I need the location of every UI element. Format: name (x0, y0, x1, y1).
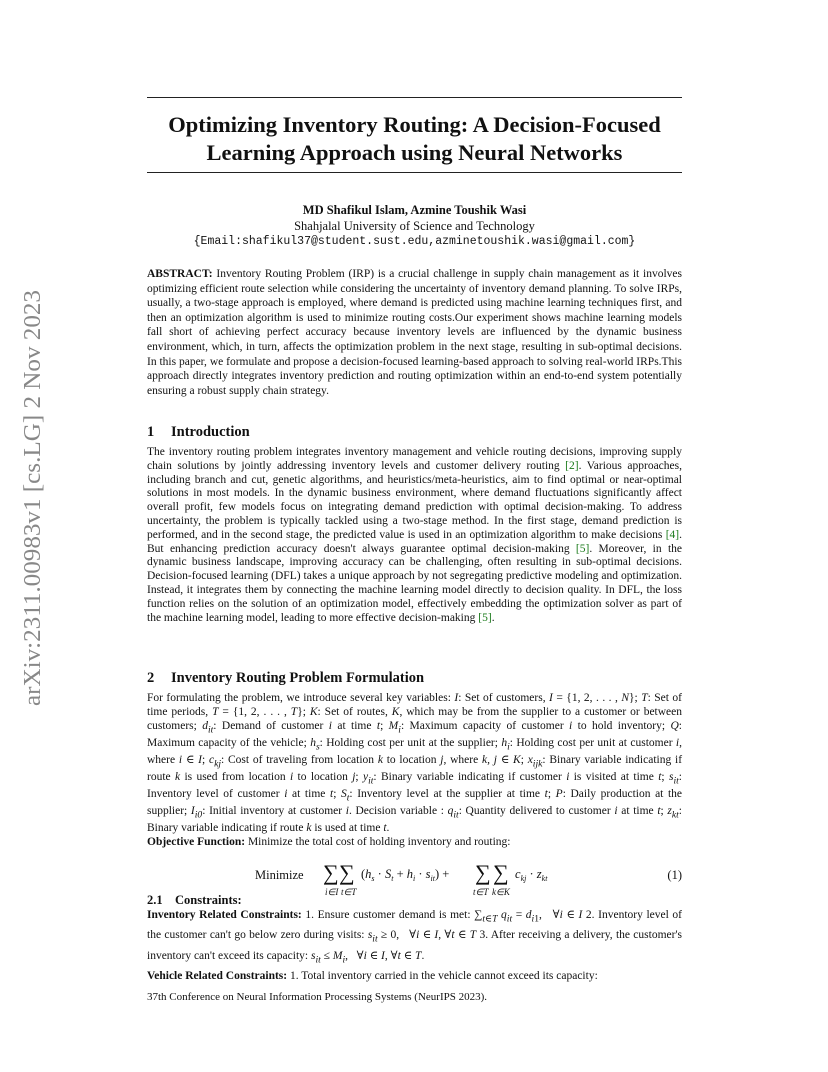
section-1-title: Introduction (171, 424, 250, 440)
abstract-text: Inventory Routing Problem (IRP) is a crucial challenge in supply chain management as it involves optimizing efficient route selection while considering the uncertainty of inventory demand planning. To solve IRPs, usually, a two-stage approach is employed, where demand is predicted using machine learning techniques first, and then an optimization algorithm is used to minimize routing costs.Our experiment shows machine learning models fall short of achieving perfect accuracy because inventory levels are influenced by the dynamic business environment, which, in turn, affects the optimization problem in the next stage, resulting in sub-optimal decisions. In this paper, we formulate and propose a decision-focused learning-based approach to solving real-world IRPs.This approach directly integrates inventory prediction and routing optimization within an end-to-end system potentially ensuring a robust supply chain strategy. (147, 268, 683, 397)
abstract-label: ABSTRACT: (147, 268, 213, 280)
section-1-number: 1 (147, 424, 155, 440)
intro-text: . Various approaches, including branch and cut, genetic algorithms, and heuristics/meta-heuristics, aim to find optimal or near-optimal solutions in most models. In the dynamic business environment, where demand fluctuations significantly affect overall profit, few models focus on integrating demand prediction with optimal decision-making. To address uncertainty, the problem is typically tackled using a two-stage method. In the first stage, demand prediction is performed, and in the second stage, the predicted value is used in an optimization algorithm to make decisions (147, 459, 682, 541)
author-names: MD Shafikul Islam, Azmine Toushik Wasi (302, 203, 527, 217)
svg-text:∑: ∑ (323, 860, 339, 885)
subsection-title: Constraints: (175, 893, 242, 907)
citation-link[interactable]: [4] (665, 528, 680, 541)
intro-text: . Moreover, in the dynamic business landscape, improving accuracy can be challenging, often resulting in sub-optimal decisions. Decision-focused learning (DFL) takes a unique approach by not segregating predictive modeling and optimization. Instead, it integrates them by connecting the machine learning model directly to decision quality. In DFL, the loss function relies on the solution of an optimization model, effectively embedding the optimization solver as part of the machine learning model, leading to more effective decision-making (147, 542, 682, 624)
title-bottom-rule (147, 172, 682, 173)
formulation-paragraph: For formulating the problem, we introduce several key variables: I: Set of customers, I = {1, 2, . . . , N}; T: Set of time periods, T = {1, 2, . . . , T}; K: Set of routes, K, which may be from the supplier to a customer or between customers; $d_{it}$: Demand of customer i at time t; $M_i$: Maximum capacity of customer i to hold inventory; Q: Maximum capacity of the vehicle; $h_s$: Holding cost per unit at the supplier; $h_i$: Holding cost per unit at customer i, where i ∈ I; $c_{kj}$: Cost of traveling from location k to location j, where k, j ∈ K; $x_{ijk}$: Binary variable indicating if route k is used from location i to location j; $y_{it}$: Binary variable indicating if customer i is visited at time t; $s_{it}$: Inventory level of customer i at time t; $S_t$: Inventory level at the supplier at time t; P: Daily production at the supplier; $I_{i0}$: Initial inventory at customer i. Decision variable : $q_{it}$: Quantity delivered to customer i at time t; $z_{kt}$: Binary variable indicating if route k is used at time t. Objective Function: Minimize the total cost of holding inventory and routing: (147, 692, 683, 848)
objective-label: Objective Function: (147, 835, 246, 848)
equation-minimize-word: Minimize (255, 868, 304, 882)
abstract (147, 267, 682, 398)
intro-text: . But enhancing prediction accuracy doesn't always guarantee optimal decision-making (147, 528, 682, 555)
svg-text:∑: ∑ (493, 860, 509, 885)
author-block (147, 202, 682, 250)
svg-text:i∈I: i∈I (325, 887, 339, 897)
citation-link[interactable]: [5] (478, 611, 492, 624)
svg-text:t∈T: t∈T (341, 887, 357, 897)
affiliation: Shahjalal University of Science and Technology (294, 219, 535, 233)
author-emails: {Email:shafikul37@student.sust.edu,azminetoushik.wasi@gmail.com} (193, 235, 636, 248)
citation-link[interactable]: [2] (565, 459, 579, 472)
paper-title (147, 111, 682, 167)
vehicle-constraints-text: 1. Total inventory carried in the vehicle cannot exceed its capacity: (290, 969, 598, 982)
equation-expression (323, 858, 583, 902)
svg-text:t∈T: t∈T (473, 887, 489, 897)
section-2-heading (147, 670, 424, 687)
constraints-paragraph: Inventory Related Constraints: 1. Ensure customer demand is met: $\sum_{t\in T}$ $q_{it} = d_{i1}$, ∀i ∈ I 2. Inventory level of the customer can't go below zero during visits: $s_{it} \ge 0$, ∀i ∈ I, ∀t ∈ T 3. After receiving a delivery, the customer's inventory can't exceed its capacity: $s_{it} \le M_i$, ∀i ∈ I, ∀t ∈ T. Vehicle Related Constraints: 1. Total inventory carried in the vehicle cannot exceed its capacity: (147, 909, 683, 982)
title-top-rule (147, 97, 682, 98)
arxiv-side-stamp (18, 288, 46, 708)
title-line-1: Optimizing Inventory Routing: A Decision-Focused (168, 112, 661, 137)
citation-link[interactable]: [5] (575, 542, 590, 555)
subsection-2-1-heading (147, 893, 242, 908)
svg-text:∑: ∑ (475, 860, 491, 885)
inventory-constraints-label: Inventory Related Constraints: (147, 909, 302, 921)
subsection-number: 2.1 (147, 893, 163, 907)
svg-text:∑: ∑ (339, 860, 355, 885)
intro-text: The inventory routing problem integrates inventory management and vehicle routing decisions, improving supply chain solutions by jointly addressing inventory levels and customer delivery routing (147, 446, 682, 472)
equation-number: (1) (667, 868, 682, 882)
vehicle-constraints-label: Vehicle Related Constraints: (147, 969, 288, 982)
section-2-title: Inventory Routing Problem Formulation (171, 670, 425, 686)
svg-text:k∈K: k∈K (492, 887, 510, 897)
title-line-2: Learning Approach using Neural Networks (206, 140, 623, 165)
introduction-paragraph (147, 446, 682, 625)
svg-text:ckj · zkt: $c_{kj} \cdot z_{kt}$ (515, 867, 548, 883)
objective-text: Minimize the total cost of holding inventory and routing: (247, 835, 511, 848)
section-2-number: 2 (147, 670, 155, 686)
conference-footnote: 37th Conference on Neural Information Processing Systems (NeurIPS 2023). (147, 991, 488, 1003)
arxiv-identifier: arXiv:2311.00983v1 [cs.LG] 2 Nov 2023 (20, 308, 46, 706)
section-1-heading (147, 424, 250, 441)
intro-text: . (491, 611, 495, 624)
svg-text:(hs · St + hi · sit) +: $(h_s \cdot S_t + h_i \cdot s_{it})$ + (361, 867, 450, 883)
